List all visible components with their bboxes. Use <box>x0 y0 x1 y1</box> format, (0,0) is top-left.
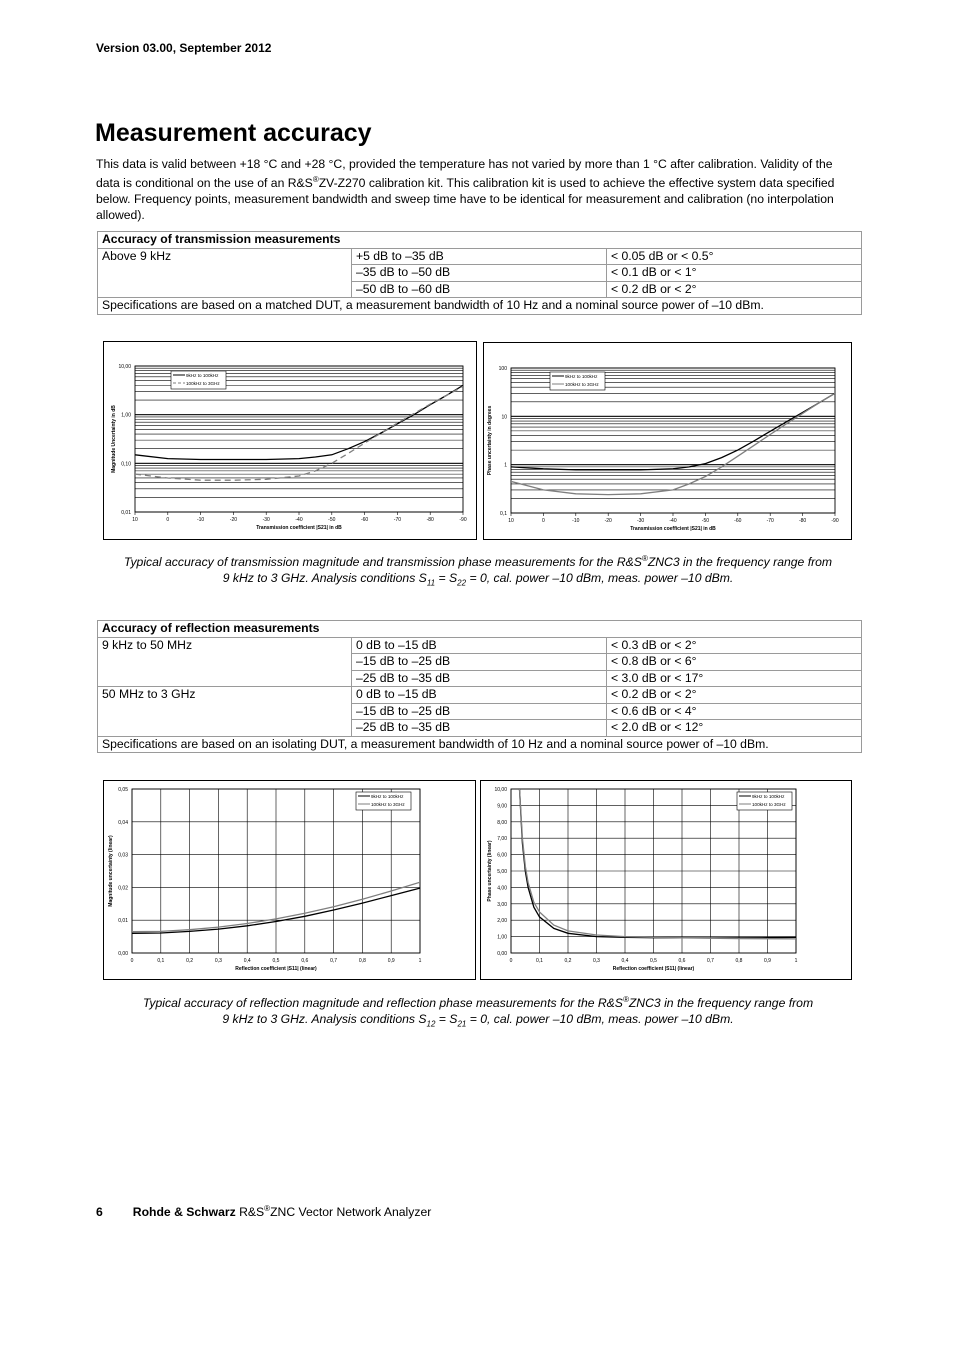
table-cell: < 0.8 dB or < 6° <box>607 654 862 671</box>
y-tick-label: 0,02 <box>118 885 128 892</box>
x-tick-label: 0,5 <box>272 958 280 964</box>
caption-text: Typical accuracy of reflection magnitude and reflection phase measurements for the R&S <box>142 996 623 1011</box>
table-cell: 0 dB to –15 dB <box>352 637 607 654</box>
table-cell: +5 dB to –35 dB <box>352 248 607 265</box>
y-tick-label: 9,00 <box>497 803 507 810</box>
series-line-1 <box>135 387 463 481</box>
caption-text: 9 kHz to 3 GHz. Analysis conditions S <box>222 571 427 586</box>
table-cell: < 0.2 dB or < 2° <box>607 281 862 298</box>
legend-label: 9kHz to 100kHz <box>371 794 404 799</box>
table-cell: –25 dB to –35 dB <box>352 670 607 687</box>
caption-text: Typical accuracy of transmission magnitude and transmission phase measurements for the R&S <box>123 555 642 570</box>
page-title: Measurement accuracy <box>95 119 372 147</box>
x-tick-label: 0,4 <box>243 958 251 964</box>
x-tick-label: 0,4 <box>621 958 629 964</box>
y-tick-label: 0,01 <box>121 510 131 516</box>
transmission-table-header: Accuracy of transmission measurements <box>98 232 862 249</box>
y-tick-label: 2,00 <box>497 918 507 925</box>
x-tick-label: -40 <box>669 518 677 524</box>
y-tick-label: 1,00 <box>121 412 131 419</box>
x-tick-label: 0 <box>542 518 545 524</box>
subscript: 11 <box>426 578 436 588</box>
x-axis-label: Transmission coefficient |S21| in dB <box>256 525 342 531</box>
legend-label: 100kHz to 3GHz <box>752 802 786 807</box>
x-tick-label: -20 <box>229 517 238 523</box>
y-axis-label: Magnitude Uncertainty in dB <box>111 405 117 473</box>
y-tick-label: 4,00 <box>497 885 507 892</box>
product-name: ZNC Vector Network Analyzer <box>270 1205 432 1220</box>
series-line-1 <box>520 789 797 939</box>
x-tick-label: 0,8 <box>735 958 743 964</box>
x-axis-label: Reflection coefficient |S11| (linear) <box>612 966 695 972</box>
intro-paragraph <box>96 156 856 223</box>
table-cell: –25 dB to –35 dB <box>352 720 607 737</box>
y-tick-label: 7,00 <box>497 836 507 843</box>
x-tick-label: -40 <box>295 517 303 523</box>
table-cell: < 3.0 dB or < 17° <box>607 670 862 687</box>
x-tick-label: 0,8 <box>358 958 366 964</box>
transmission-group-label: Above 9 kHz <box>98 248 352 298</box>
x-tick-label: -80 <box>798 518 807 524</box>
x-tick-label: -90 <box>459 517 467 523</box>
y-tick-label: 100 <box>498 366 507 372</box>
x-tick-label: 0,5 <box>650 958 657 964</box>
x-tick-label: 0 <box>166 517 170 523</box>
x-tick-label: -90 <box>831 518 839 524</box>
x-tick-label: -80 <box>426 517 434 523</box>
x-tick-label: 0,2 <box>564 958 572 964</box>
x-tick-label: -30 <box>262 517 270 523</box>
x-axis-label: Reflection coefficient |S11| (linear) <box>235 966 317 972</box>
caption-text: = 0, cal. power –10 dBm, meas. power –10 dBm. <box>466 1012 734 1027</box>
caption-text: 9 kHz to 3 GHz. Analysis conditions S <box>222 1012 427 1027</box>
chart-svg <box>481 781 851 979</box>
x-tick-label: -30 <box>636 518 645 524</box>
registered-mark: ® <box>641 554 648 563</box>
table-cell: < 0.1 dB or < 1° <box>607 265 862 282</box>
x-tick-label: 10 <box>132 517 138 523</box>
legend-label: 9kHz to 100kHz <box>752 794 785 799</box>
table-cell: < 0.3 dB or < 2° <box>607 637 862 654</box>
x-tick-label: 0,9 <box>387 958 395 964</box>
y-axis-label: Phase uncertainty in degrees <box>487 405 493 476</box>
legend-label: 100kHz to 3GHz <box>371 802 405 807</box>
reflection-table-note: Specifications are based on an isolating DUT, a measurement bandwidth of 10 Hz and a nominal source power of –10 dBm. <box>98 736 862 753</box>
x-tick-label: 0,7 <box>707 958 714 964</box>
x-tick-label: 0,6 <box>678 958 686 964</box>
reflection-group-label: 9 kHz to 50 MHz <box>98 637 352 687</box>
table-cell: < 0.6 dB or < 4° <box>607 703 862 720</box>
subscript: 22 <box>457 578 467 588</box>
intro-text-2: ZV-Z270 calibration kit. This calibration kit is used to achieve the effective system data specified below. Frequency points, measurement bandwidth and sweep time have to be identical for measurement and calibration (no interpolation allowed). <box>96 176 835 223</box>
version-line: Version 03.00, September 2012 <box>96 41 272 55</box>
table-cell: < 0.05 dB or < 0.5° <box>607 248 862 265</box>
x-tick-label: 0,1 <box>157 958 165 964</box>
x-tick-label: 0,7 <box>330 958 338 964</box>
x-axis-label: Transmission coefficient |S21| in dB <box>630 526 716 532</box>
x-tick-label: -10 <box>196 517 205 523</box>
y-tick-label: 3,00 <box>497 901 507 908</box>
x-tick-label: 0,3 <box>214 958 222 964</box>
caption-text: = 0, cal. power –10 dBm, meas. power –10 dBm. <box>466 571 734 586</box>
legend-label: 100kHz to 3GHz <box>565 382 599 387</box>
page-number: 6 <box>96 1205 103 1220</box>
plot-area <box>108 787 422 972</box>
reflection-table-header: Accuracy of reflection measurements <box>98 621 862 638</box>
registered-mark: ® <box>622 995 629 1004</box>
y-tick-label: 1 <box>504 462 507 469</box>
table-cell: –50 dB to –60 dB <box>352 281 607 298</box>
y-tick-label: 10,00 <box>494 787 507 793</box>
subscript: 12 <box>426 1019 436 1029</box>
product-name: R&S <box>235 1205 265 1220</box>
chart-reflection-phase <box>480 780 852 980</box>
y-tick-label: 10 <box>501 414 507 421</box>
x-tick-label: -50 <box>328 517 336 523</box>
caption-text: ZNC3 in the frequency range from <box>628 996 814 1011</box>
y-tick-label: 0,05 <box>118 787 128 793</box>
transmission-table-note: Specifications are based on a matched DUT, a measurement bandwidth of 10 Hz and a nominal source power of –10 dBm. <box>98 298 862 315</box>
x-tick-label: 0,9 <box>764 958 771 964</box>
y-tick-label: 8,00 <box>497 819 507 826</box>
y-tick-label: 0,04 <box>118 819 128 826</box>
legend-label: 9kHz to 100kHz <box>186 373 219 378</box>
caption-text: = S <box>435 1012 458 1027</box>
x-tick-label: 0,3 <box>593 958 600 964</box>
table-cell: < 0.2 dB or < 2° <box>607 687 862 704</box>
transmission-table <box>97 231 862 315</box>
footer <box>96 1204 431 1219</box>
plot-area <box>487 787 798 972</box>
y-axis-label: Phase uncertainty (linear) <box>487 840 493 902</box>
plot-area <box>487 366 839 532</box>
y-tick-label: 1,00 <box>497 934 507 941</box>
subscript: 21 <box>457 1019 467 1029</box>
y-tick-label: 0,00 <box>497 951 507 957</box>
x-tick-label: 0 <box>509 958 513 964</box>
y-tick-label: 0,03 <box>118 852 128 859</box>
x-tick-label: -60 <box>360 517 369 523</box>
x-tick-label: -60 <box>734 518 742 524</box>
registered-mark: ® <box>264 1204 271 1213</box>
reflection-table <box>97 620 862 753</box>
y-tick-label: 0,00 <box>118 951 128 957</box>
table-cell: 0 dB to –15 dB <box>352 687 607 704</box>
x-tick-label: 0,1 <box>536 958 543 964</box>
y-tick-label: 5,00 <box>497 869 507 875</box>
caption-reflection <box>96 992 860 1033</box>
company-name: Rohde & Schwarz <box>132 1205 236 1220</box>
x-tick-label: -20 <box>604 518 612 524</box>
x-tick-label: 0,6 <box>301 958 309 964</box>
legend-label: 100kHz to 3GHz <box>186 381 220 386</box>
x-tick-label: -10 <box>572 518 580 524</box>
y-axis-label: Magnitude uncertainty (linear) <box>108 835 114 907</box>
x-tick-label: 0,2 <box>186 958 194 964</box>
y-tick-label: 0,1 <box>500 511 507 517</box>
y-tick-label: 10,00 <box>118 364 131 370</box>
plot-area <box>111 364 467 531</box>
x-tick-label: -50 <box>701 518 710 524</box>
x-tick-label: 1 <box>418 958 422 964</box>
chart-transmission-phase <box>483 342 852 540</box>
caption-text: = S <box>435 571 458 586</box>
x-tick-label: 1 <box>794 958 798 964</box>
table-cell: –35 dB to –50 dB <box>352 265 607 282</box>
caption-text: ZNC3 in the frequency range from <box>647 555 833 570</box>
y-tick-label: 0,10 <box>121 461 131 468</box>
series-line-0 <box>520 789 797 938</box>
caption-transmission <box>96 551 860 592</box>
table-cell: –15 dB to –25 dB <box>352 654 607 671</box>
registered-mark: ® <box>312 175 319 184</box>
chart-svg <box>104 342 476 539</box>
x-tick-label: -70 <box>766 518 774 524</box>
x-tick-label: -70 <box>393 517 402 523</box>
table-cell: –15 dB to –25 dB <box>352 703 607 720</box>
chart-svg <box>104 781 475 979</box>
y-tick-label: 0,01 <box>118 918 128 925</box>
chart-reflection-magnitude <box>103 780 476 980</box>
intro-text-1: This data is valid between +18 °C and +28 °C, provided the temperature has not varied by more than 1 °C after calibration. Validity of the data is conditional on the use of an R&S <box>96 157 833 191</box>
table-cell: < 2.0 dB or < 12° <box>607 720 862 737</box>
series-line-0 <box>511 393 835 470</box>
y-tick-label: 6,00 <box>497 852 507 859</box>
legend-label: 9kHz to 100kHz <box>565 374 598 379</box>
reflection-group-label: 50 MHz to 3 GHz <box>98 687 352 737</box>
x-tick-label: 10 <box>508 518 514 524</box>
chart-transmission-magnitude <box>103 341 477 540</box>
x-tick-label: 0 <box>130 958 134 964</box>
chart-svg <box>484 343 851 539</box>
